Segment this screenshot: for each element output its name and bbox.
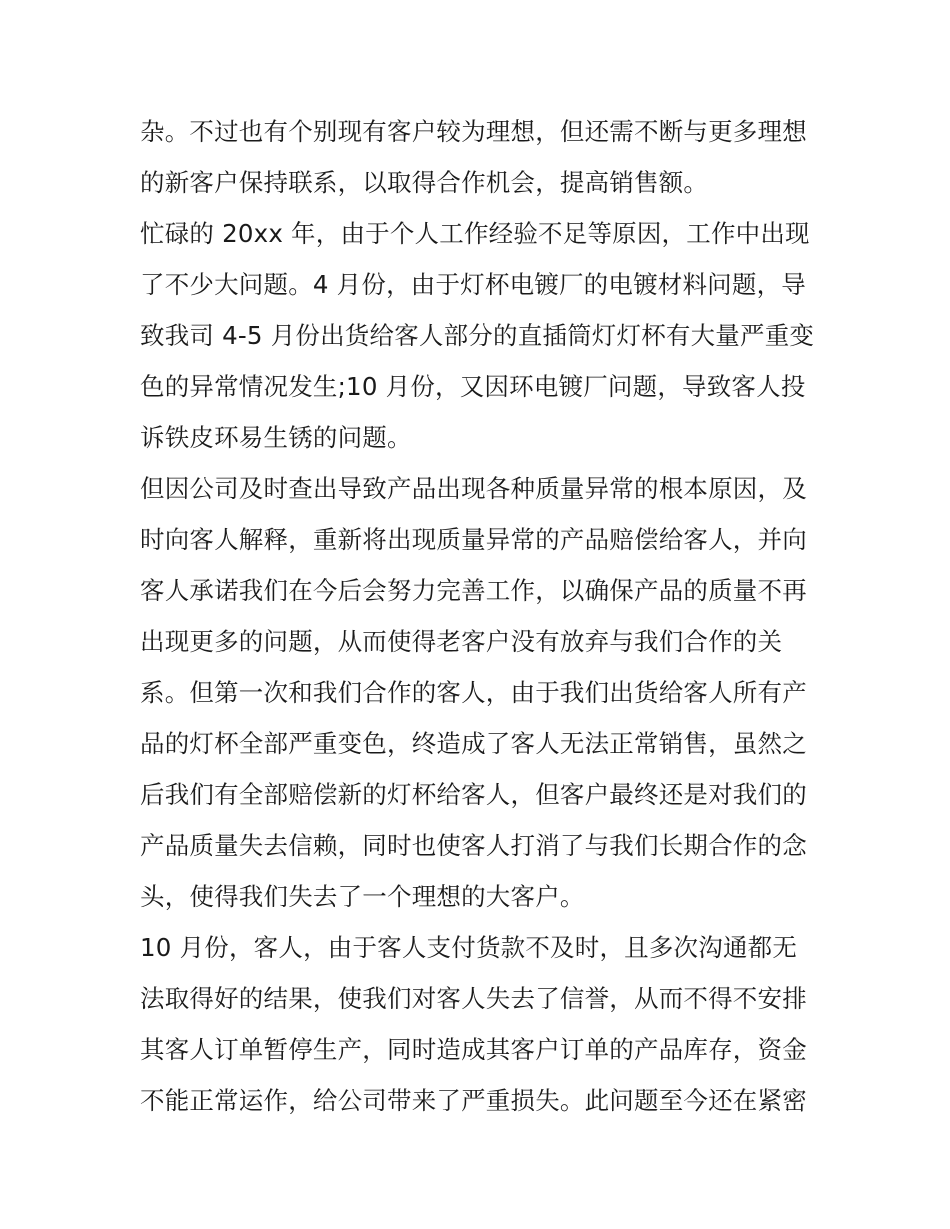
text-line: 品的灯杯全部严重变色，终造成了客人无法正常销售，虽然之 <box>140 729 807 758</box>
text-line: 了不少大问题。4 月份，由于灯杯电镀厂的电镀材料问题，导 <box>140 270 806 299</box>
text-line: 法取得好的结果，使我们对客人失去了信誉，从而不得不安排 <box>140 984 807 1013</box>
text-line: 的新客户保持联系，以取得合作机会，提高销售额。 <box>140 168 709 197</box>
text-line: 其客人订单暂停生产，同时造成其客户订单的产品库存，资金 <box>140 1035 807 1064</box>
text-line: 致我司 4-5 月份出货给客人部分的直插筒灯灯杯有大量严重变 <box>140 321 815 350</box>
text-line: 色的异常情况发生;10 月份，又因环电镀厂问题，导致客人投 <box>140 372 806 401</box>
text-line: 客人承诺我们在今后会努力完善工作，以确保产品的质量不再 <box>140 576 807 605</box>
text-line: 诉铁皮环易生锈的问题。 <box>140 423 412 452</box>
body-text <box>140 106 820 1126</box>
text-line: 产品质量失去信赖，同时也使客人打消了与我们长期合作的念 <box>140 831 807 860</box>
text-line: 不能正常运作，给公司带来了严重损失。此问题至今还在紧密 <box>140 1086 807 1115</box>
text-line: 杂。不过也有个别现有客户较为理想，但还需不断与更多理想 <box>140 117 807 146</box>
text-line: 忙碌的 20xx 年，由于个人工作经验不足等原因，工作中出现 <box>140 219 810 248</box>
text-line: 时向客人解释，重新将出现质量异常的产品赔偿给客人，并向 <box>140 525 807 554</box>
text-line: 出现更多的问题，从而使得老客户没有放弃与我们合作的关 <box>140 627 783 656</box>
text-line: 10 月份，客人，由于客人支付货款不及时，且多次沟通都无 <box>140 933 798 962</box>
text-line: 头，使得我们失去了一个理想的大客户。 <box>140 882 585 911</box>
text-line: 但因公司及时查出导致产品出现各种质量异常的根本原因，及 <box>140 474 807 503</box>
text-line: 系。但第一次和我们合作的客人，由于我们出货给客人所有产 <box>140 678 807 707</box>
text-line: 后我们有全部赔偿新的灯杯给客人，但客户最终还是对我们的 <box>140 780 807 809</box>
